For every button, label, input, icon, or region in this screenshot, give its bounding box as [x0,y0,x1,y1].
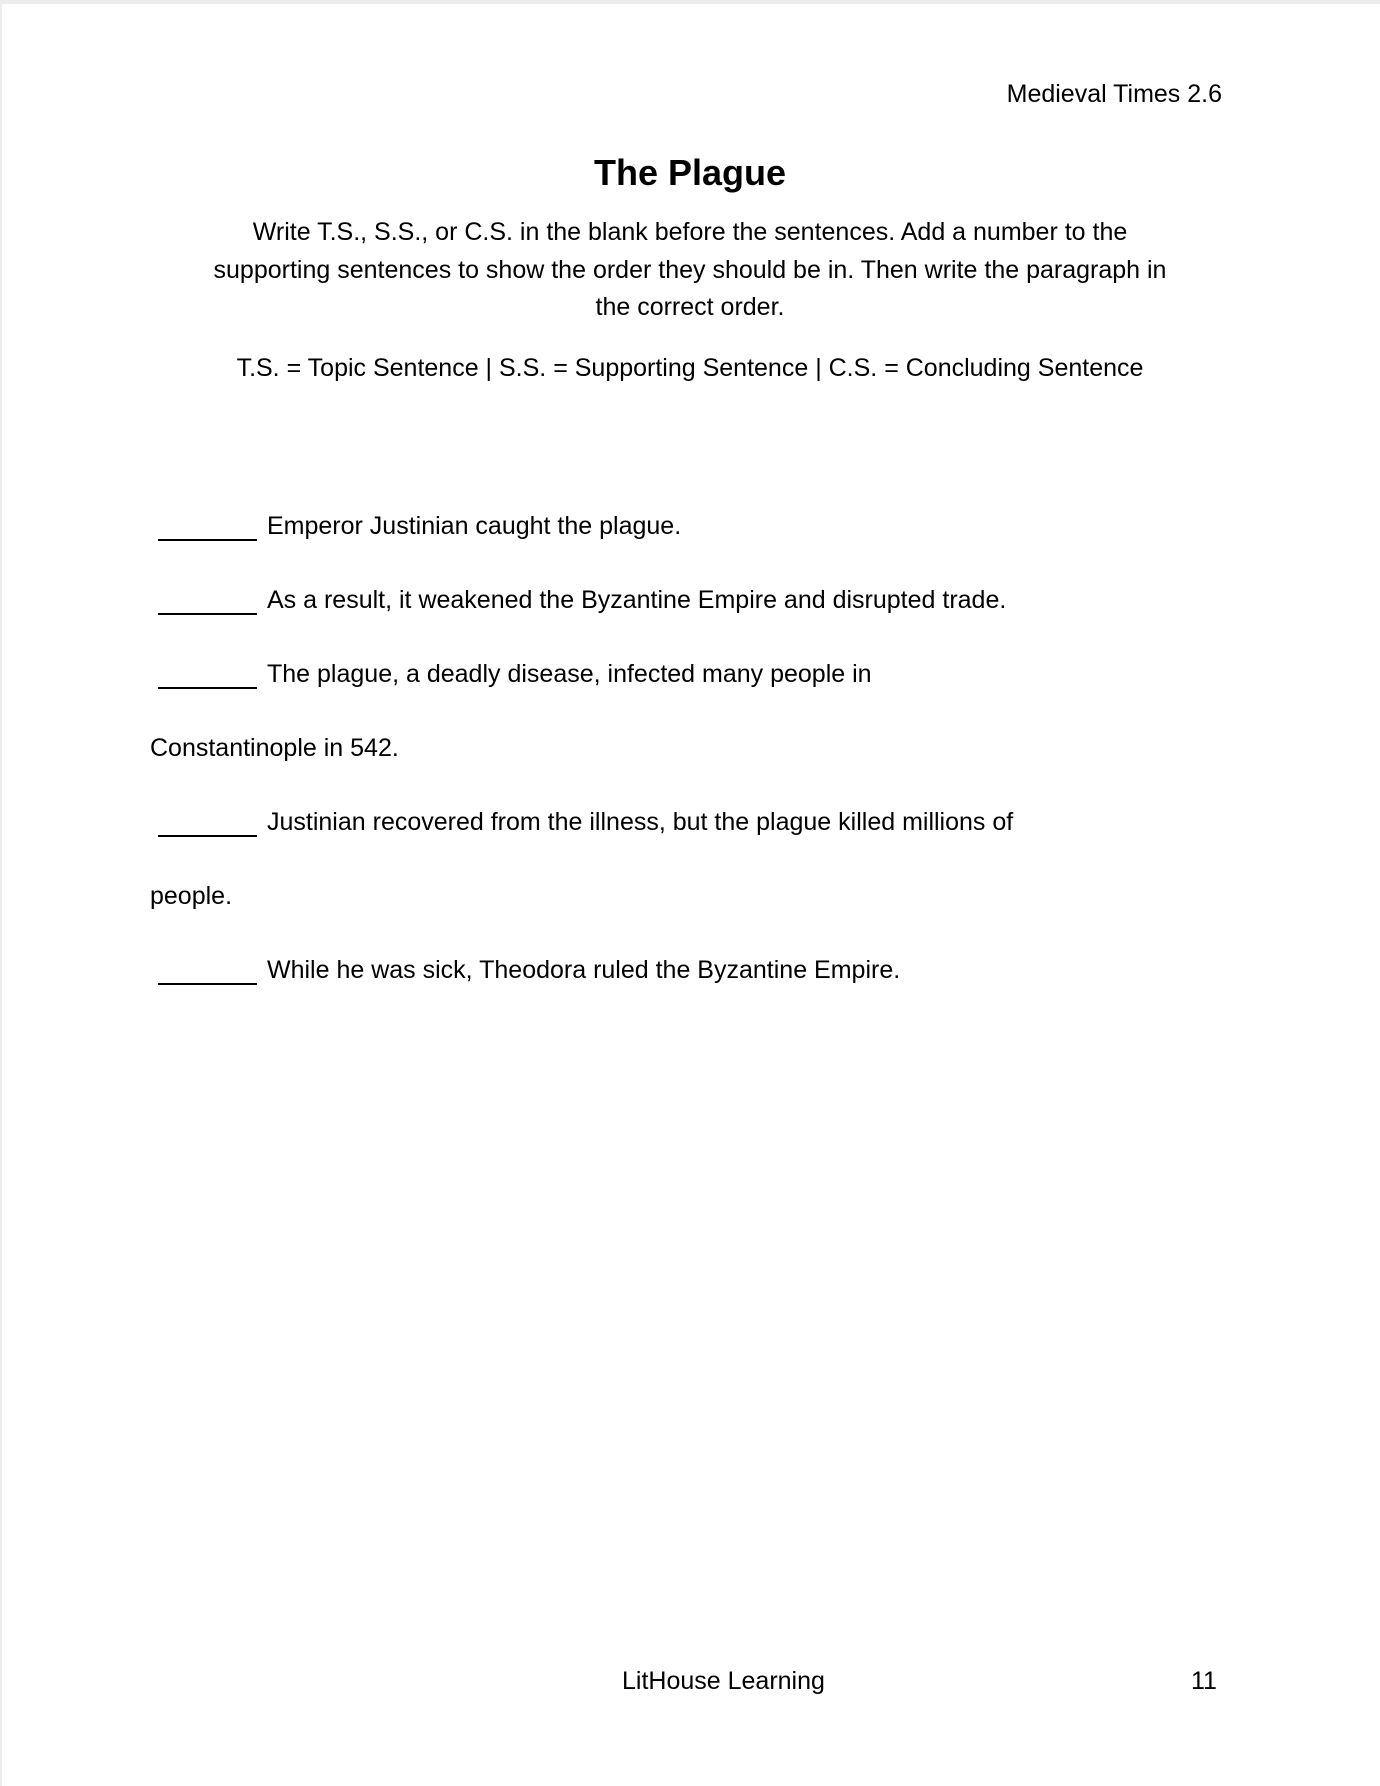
sentence-text: The plague, a deadly disease, infected many people in [267,660,872,688]
instructions-block [0,214,1380,327]
sentence-text: people. [150,882,233,910]
exercise-line [150,810,1013,837]
exercise-line-continuation [150,884,232,909]
exercise-line [150,958,900,985]
answer-blank [158,613,257,615]
instructions-line-3: the correct order. [595,293,785,321]
exercise-line [150,588,1006,615]
exercise-line [150,662,872,689]
exercise-line [150,514,681,541]
sentence-text: While he was sick, Theodora ruled the Byzantine Empire. [267,956,901,984]
answer-blank [158,983,257,985]
instructions-line-1: Write T.S., S.S., or C.S. in the blank before the sentences. Add a number to the [252,218,1128,246]
answer-blank [158,835,257,837]
footer-publisher: LitHouse Learning [622,1667,825,1695]
exercise-line-continuation [150,736,399,761]
answer-blank [158,687,257,689]
sentence-text: Justinian recovered from the illness, but the plague killed millions of [267,808,1014,836]
sentence-text: Emperor Justinian caught the plague. [267,512,682,540]
header-unit-label: Medieval Times 2.6 [1006,80,1222,108]
instructions-line-2: supporting sentences to show the order they should be in. Then write the paragraph in [213,255,1167,284]
sentence-text: As a result, it weakened the Byzantine Empire and disrupted trade. [267,586,1007,614]
page-title: The Plague [593,152,787,193]
sentence-text: Constantinople in 542. [150,734,399,762]
answer-blank [158,539,257,541]
abbreviation-key: T.S. = Topic Sentence | S.S. = Supporting Sentence | C.S. = Concluding Sentence [236,354,1144,382]
viewer-top-edge [0,0,1380,4]
footer-page-number: 11 [1191,1667,1217,1695]
